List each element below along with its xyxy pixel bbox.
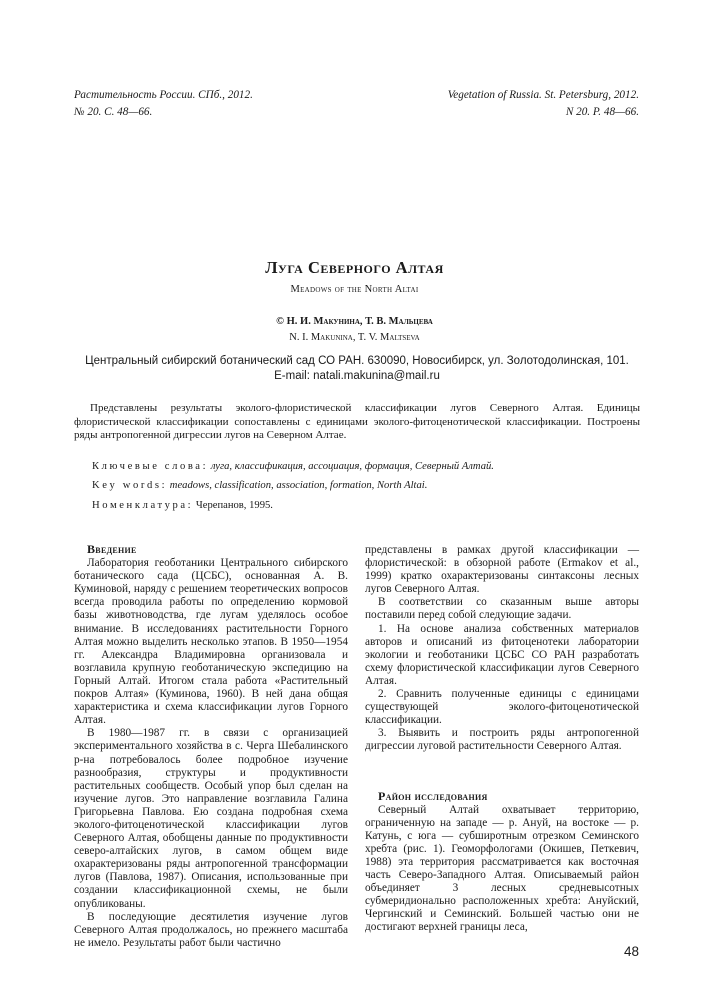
authors-russian: © Н. И. Макунина, Т. В. Мальцева <box>276 316 433 327</box>
keywords-english-value: meadows, classification, association, formation, North Altai. <box>169 480 428 491</box>
issue-pages-en: N 20. P. 48—66. <box>565 106 639 118</box>
keywords-english-label: Key words: <box>92 480 168 491</box>
left-column <box>74 543 348 950</box>
task-item: 1. На основе анализа собственных материалов авторов и описаний из фитоценотеки лаборатории экологии и геоботаники ЦСБС СО РАН разработать схему флористической классификации лугов Северного Алтая. <box>365 622 639 687</box>
section-spacer <box>365 754 639 790</box>
page-number: 48 <box>623 944 639 959</box>
intro-paragraph: Лаборатория геоботаники Центрального сибирского ботанического сада (ЦСБС), основанная А. В. Куминовой, наряду с решением теоретических вопросов всегда проводила работы по определению кормовой базы животноводства, где лугам уделялось особое внимание. В исследованиях растительности Горного Алтая можно выделить несколько этапов. В 1950—1954 гг. Александра Владимировна организовала и возглавила крупную геоботаническую экспедицию на Горный Алтай. Итогом стала работа «Растительный покров Алтая» (Куминова, 1960). В ней дана общая характеристика и схема классификации лугов Горного Алтая. <box>74 557 348 727</box>
task-item: 2. Сравнить полученные единицы с единицами существующей эколого-фитоценотической классификации. <box>365 688 639 727</box>
article-title: Луга Северного Алтая <box>265 258 444 277</box>
contact-email: E-mail: natali.makunina@mail.ru <box>274 370 440 382</box>
body-paragraph: В соответствии со сказанным выше авторы поставили перед собой следующие задачи. <box>365 596 639 622</box>
study-area-heading: Район исследования <box>378 788 488 803</box>
journal-citation-ru: Растительность России. СПб., 2012. <box>74 89 253 101</box>
affiliation-address: Центральный сибирский ботанический сад СО РАН. 630090, Новосибирск, ул. Золотодолинская, 101. <box>85 355 629 367</box>
authors-english: N. I. Makunina, T. V. Maltseva <box>289 332 420 343</box>
intro-heading: Введение <box>87 542 137 556</box>
nomenclature-value: Черепанов, 1995. <box>195 500 273 511</box>
running-header-right <box>448 87 639 121</box>
intro-paragraph: В последующие десятилетия изучение лугов Северного Алтая продолжалось, но прежнего масштаба не имело. Результаты работ были частично <box>74 910 348 949</box>
keywords-russian-value: луга, классификация, ассоциация, формация, Северный Алтай. <box>210 461 494 472</box>
right-column <box>365 544 639 935</box>
author-block <box>0 314 709 346</box>
continued-paragraph: представлены в рамках другой классификации — флористической: в обзорной работе (Ermakov et al., 1999) кратко охарактеризованы синтаксоны лесных лугов Северного Алтая. <box>365 544 639 596</box>
keywords-russian-label: Ключевые слова: <box>92 461 209 472</box>
journal-citation-en: Vegetation of Russia. St. Petersburg, 2012. <box>447 89 639 101</box>
task-item: 3. Выявить и построить ряды антропогенной дигрессии луговой растительности Северного Алтая. <box>365 727 639 753</box>
nomenclature <box>92 499 640 512</box>
running-header-left <box>74 87 253 121</box>
intro-paragraph: В 1980—1987 гг. в связи с организацией экспериментального хозяйства в с. Черга Шебалинского р-на потребовалось более подробное изучение разнообразия, структуры и продуктивности растительных сообществ. Особый упор был сделан на изучение лугов. Это направление возглавила Галина Григорьевна Павлова. Ею создана подробная схема эколого-фитоценотической классификации лугов Северного Алтая, обобщены данные по продуктивности северо-алтайских лугов, в самом общем виде охарактеризованы ряды антропогенной трансформации лугов (Павлова, 1987). Описания, использованные при создании классификационной схемы, не были опубликованы. <box>74 727 348 910</box>
keywords-russian <box>92 460 640 473</box>
keywords-english <box>92 479 640 492</box>
issue-pages-ru: № 20. С. 48—66. <box>74 106 153 118</box>
study-area-paragraph: Северный Алтай охватывает территорию, ограниченную на западе — р. Ануй, на востоке — р. Катунь, с юга — субширотным отрезком Семинского хребта (рис. 1). Геоморфологами (Окишев, Петкевич, 1988) эта территория рассматривается как восточная часть Северо-Западного Алтая. Описываемый район объединяет 3 лесных средневысотных субмеридионально расположенных хребта: Ануйский, Чергинский и Семинский. Большей частью они не достигают верхней границы леса, <box>365 803 639 934</box>
article-title-english: Meadows of the North Altai <box>290 284 419 295</box>
nomenclature-label: Номенклатура: <box>92 500 194 511</box>
abstract: Представлены результаты эколого-флористической классификации лугов Северного Алтая. Единицы флористической классификации сопоставлены с единицами эколого-фитоценотической классификации. Построены ряды антропогенной дигрессии лугов на Северном Алтае. <box>74 402 640 441</box>
affiliation-block <box>60 354 654 384</box>
